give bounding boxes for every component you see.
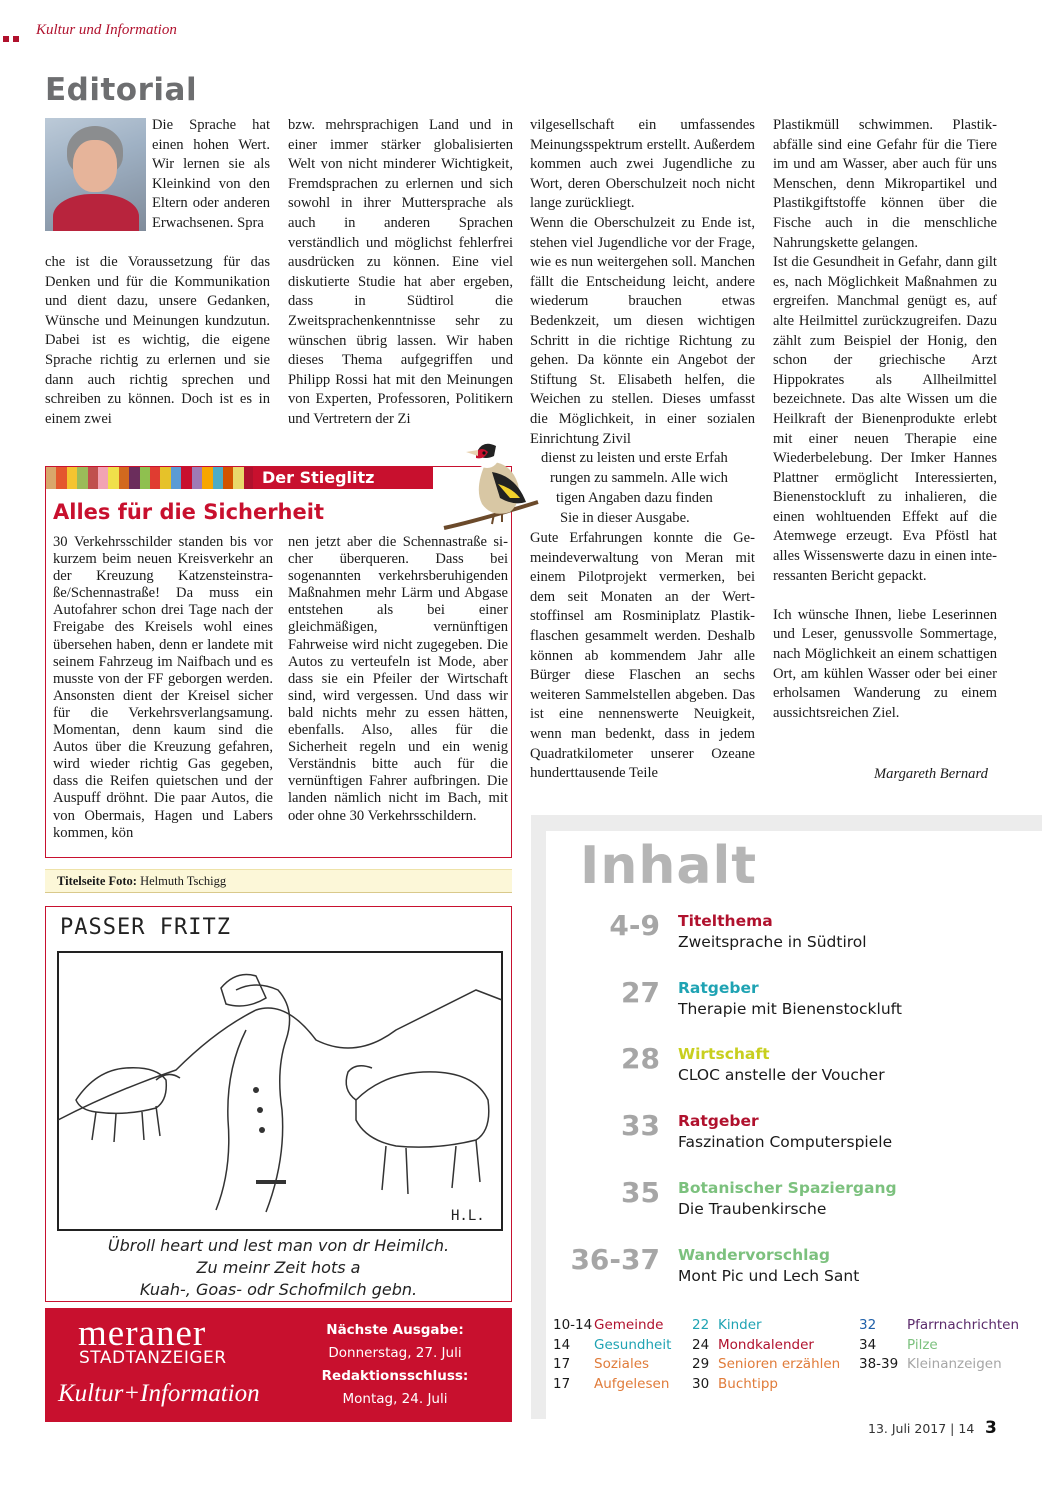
- stieglitz-label: Der Stieglitz: [253, 467, 433, 489]
- index-page: 34: [859, 1336, 877, 1353]
- index-page: 22: [692, 1317, 710, 1333]
- index-label: Mondkalender: [718, 1336, 814, 1353]
- index-label: Pilze: [907, 1336, 938, 1353]
- index-label: Gemeinde: [594, 1317, 664, 1333]
- deadline-date: Montag, 24. Juli: [342, 1391, 448, 1407]
- cover-photo-credit: [45, 869, 512, 893]
- stripe: [88, 467, 98, 489]
- stripe: [202, 467, 212, 489]
- section-label: Kultur und Information: [36, 22, 177, 38]
- toc-title: Mont Pic und Lech Sant: [678, 1267, 860, 1285]
- cartoon-caption-2: Zu meinr Zeit hots a: [196, 1258, 361, 1277]
- index-label: Soziales: [594, 1356, 650, 1372]
- masthead-name: meraner: [78, 1313, 207, 1354]
- credit-text: Helmuth Tschigg: [140, 874, 227, 888]
- editorial-col3-bottom: Gute Erfahrungen konnte die Gemeindeverwaltung von Meran mit einem Pilotprojekt vermerken, bei dem seit Monaten an der Wertstoffinsel am Rosminiplatz Plastikflaschen gesammelt werden. Deshalb können ab kommendem Jahr alle Bürger diese Flaschen an sechs weiteren Sammelstellen abgeben. Das ist eine nennenswerte Neuigkeit, wenn man bedenkt, dass in jedem Quadratkilometer unserer Ozeane hunderttausende Teile: [530, 530, 755, 782]
- stripe: [233, 467, 243, 489]
- toc-title: CLOC anstelle der Voucher: [678, 1066, 885, 1084]
- footer-date: 13. Juli 2017: [868, 1421, 947, 1436]
- toc-title: Therapie mit Bienenstockluft: [678, 1000, 902, 1018]
- stieglitz-col1: 30 Verkehrsschilder standen bis vor kurzem beim neuen Kreisverkehr an der Kreuzung Katzensteinstraße/Schennastraße! Da muss ein Autofahrer schon drei Tage nach der Freigabe des Kreisels wohl eines übersehen haben, denn er landete mit seinem Fahrzeug im Naifbach und es musste von der FF geborgen werden. Ansonsten dient der Kreisel sicher für die Verkehrsverlangsamung. Momentan, denn kaum sind die Autos über die Kreuzung gefahren, wird wieder richtig Gas gegeben, dass die Reifen quietschen und der Auspuff dröhnt. Die paar Autos, die von Obermais, Hagen und Labers kommen, kön: [53, 534, 273, 841]
- section-marker: [3, 27, 25, 35]
- stripe: [108, 467, 118, 489]
- toc-title: Die Traubenkirsche: [678, 1200, 827, 1218]
- stripe: [77, 467, 87, 489]
- stripe: [181, 467, 191, 489]
- toc-page-number: 4-9: [609, 909, 660, 942]
- editorial-col2: bzw. mehrsprachigen Land und in einer immer stärker globalisierten Welt von nicht minderer Wichtigkeit, Fremdsprachen zu erlernen und sich sowohl in ihrer Muttersprache als auch in anderen Sprachen verständlich und möglichst fehlerfrei ausdrücken zu können. Eine viel diskutierte Studie hat aber ergeben, dass in Südtirol die Zweitsprachenkenntnisse sehr zu wünschen übrig lassen. Wir haben dieses Thema aufgegriffen und Philipp Rossi hat mit den Meinungen von Experten, Professoren, Politikern und Vertretern der Zi: [288, 117, 513, 427]
- editorial-title: Editorial: [45, 72, 198, 108]
- stripe: [119, 467, 129, 489]
- editorial-col1: che ist die Voraussetzung für das Denken und für die Kommunikation und dient dazu, unsere Gedanken, Wünsche und Meinungen kundzutun. Dabei ist es wichtig, die eigene Sprache richtig zu erlernen und sie dann auch richtig sprechen und schreiben zu können. Doch ist es in einem zwei: [45, 254, 270, 427]
- masthead-subtitle: STADTANZEIGER: [79, 1348, 227, 1368]
- editorial-col3-top: vilgesellschaft ein umfassendes Meinungsspektrum erstellt. Außerdem kommen auch zwei Jugendliche zu Wort, deren Oberschulzeit noch nicht lange zurückliegt. Wenn die Oberschulzeit zu Ende ist, stehen viel Jugendliche vor der Frage, wie es nun weitergehen soll. Manchen fällt die Entscheidung leicht, andere wiederum brauchen etwas Bedenkzeit, um diesen wichtigen Schritt in die richtige Richtung zu gehen. Da könnte ein Angebot der Stiftung St. Elisabeth helfen, die Weichen zu stellen. Dieses umfasst die Möglichkeit, in einer sozialen Einrichtung Zivil: [530, 117, 755, 447]
- footer-issue: 14: [958, 1421, 975, 1436]
- index-label: Pfarrnachrichten: [907, 1317, 1020, 1333]
- next-issue-date: Donnerstag, 27. Juli: [328, 1345, 462, 1361]
- toc-category: Botanischer Spaziergang: [678, 1179, 897, 1197]
- stieglitz-col2: nen jetzt aber die Schennastraße sicher überqueren. Dass bei sogenannten verkehrsberuhigenden Maßnahmen mehr Lärm und Abgase entstehen als bei einer gleichmäßigen, vernünftigen Fahrweise wird nicht zugegeben. Die Autos zu verteufeln ist Mode, aber dass sie ein Pfeiler der Wirtschaft sind, wird vergessen. Und dass wir bald nichts mehr zu essen hätten, ebenfalls. Also, alles für die Sicherheit regeln und ein wenig Verständnis bitte auch für die vernünftigen Fahrer aufbringen. Die landen nämlich nicht im Bach, mit oder ohne 30 Verkehrsschildern.: [288, 534, 508, 824]
- index-label: Aufgelesen: [594, 1375, 670, 1392]
- index-label: Kleinanzeigen: [907, 1356, 1002, 1372]
- cartoon-drawing: [56, 950, 504, 1232]
- stripe: [213, 467, 223, 489]
- stripe: [67, 467, 77, 489]
- cartoon-caption-3: Kuah-, Goas- odr Schofmilch gebn.: [139, 1280, 418, 1299]
- index-page: 14: [553, 1336, 571, 1353]
- cartoon-caption-1: Übroll heart und lest man von dr Heimilch.: [107, 1236, 450, 1255]
- goldfinch-icon: [440, 432, 540, 532]
- index-page: 38-39: [859, 1356, 899, 1372]
- stripe: [46, 467, 56, 489]
- editorial-col3-wrap4: Sie in dieser Ausgabe.: [560, 510, 690, 526]
- deadline-label: Redaktionsschluss:: [321, 1368, 469, 1384]
- stripe: [223, 467, 233, 489]
- stripe: [98, 467, 108, 489]
- toc-page-number: 36-37: [570, 1243, 660, 1276]
- toc-page-number: 28: [621, 1042, 660, 1075]
- stripe: [129, 467, 139, 489]
- index-page: 24: [692, 1336, 710, 1353]
- stripe: [56, 467, 66, 489]
- stripe: [171, 467, 181, 489]
- toc-category: Ratgeber: [678, 979, 759, 997]
- editorial-col4: Plastikmüll schwimmen. Plastikabfälle sind eine Gefahr für die Tiere im und am Wasser, aber auch für uns Menschen, denn Mikropartikel und Plastikgiftstoffe können über die Fische auch in die menschliche Nahrungskette gelangen. Ist die Gesundheit in Gefahr, dann gilt es, nach Möglichkeit Maßnahmen zu ergreifen. Manchmal genügt es, auf alte Heilmittel zurückzugreifen. Dazu zählt zum Beispiel der Honig, den schon der griechische Arzt Hippokrates als Allheilmittel bezeichnete. Das alte Wissen um die Heilkraft der Bienenprodukte erlebt mit einer neuen Therapie eine Wiederbelebung. Der Imker Hannes Plattner ermöglicht Interessierten, Bienenstockluft zu inhalieren, die einen wohltuenden Effekt auf die Atemwege erzeugt. Eva Pföstl hat alles Wissenswerte dazu in einen interessanten Bericht gepackt. Ich wünsche Ihnen, liebe Leserinnen und Leser, genussvolle Sommertage, nach Möglichkeit an einem schattigen Ort, am kühlen Wasser oder bei einer erholsamen Wanderung zu einem aussichtsreichen Ziel.: [773, 117, 997, 721]
- editorial-col1-top: Die Sprache hat einen hohen Wert. Wir lernen sie als Kleinkind von den Eltern oder anderen Erwachsenen. Spra: [152, 117, 270, 231]
- color-stripes: [46, 467, 254, 489]
- masthead-kultur: Kultur+Information: [58, 1380, 260, 1407]
- cartoon-initials: H.L.: [451, 1208, 485, 1224]
- toc-category: Wandervorschlag: [678, 1246, 831, 1264]
- editorial-col3-wrap2: rungen zu sammeln. Alle wich: [550, 470, 728, 486]
- index-label: Senioren erzählen: [718, 1356, 841, 1372]
- index-page: 17: [553, 1356, 571, 1372]
- cartoon-title: PASSER FRITZ: [60, 915, 231, 940]
- index-page: 32: [859, 1317, 877, 1333]
- stieglitz-title: Alles für die Sicherheit: [53, 500, 324, 524]
- toc-category: Titelthema: [678, 912, 773, 930]
- toc-page-number: 27: [621, 976, 660, 1009]
- toc-title: Zweitsprache in Südtirol: [678, 933, 867, 951]
- index-label: Buchtipp: [718, 1375, 778, 1392]
- next-issue-label: Nächste Ausgabe:: [326, 1322, 464, 1338]
- editorial-col3-wrap3: tigen Angaben dazu finden: [556, 490, 713, 506]
- footer-info: 13. Juli 2017 | 14: [868, 1421, 975, 1436]
- toc-page-number: 35: [621, 1176, 660, 1209]
- index-page: 10-14: [553, 1317, 593, 1333]
- author-photo: [45, 118, 146, 231]
- toc-category: Ratgeber: [678, 1112, 759, 1130]
- editorial-signature: Margareth Bernard: [874, 766, 988, 782]
- toc-title: Faszination Computerspiele: [678, 1133, 893, 1151]
- stripe: [160, 467, 170, 489]
- inhalt-title: Inhalt: [580, 836, 758, 896]
- toc-page-number: 33: [621, 1109, 660, 1142]
- index-page: 30: [692, 1375, 710, 1392]
- index-label: Gesundheit: [594, 1336, 672, 1353]
- editorial-col3-wrap1: dienst zu leisten und erste Erfah: [541, 450, 728, 466]
- credit-label: Titelseite Foto:: [57, 874, 137, 888]
- stripe: [150, 467, 160, 489]
- index-page: 17: [553, 1375, 571, 1392]
- toc-category: Wirtschaft: [678, 1045, 770, 1063]
- page-number: 3: [985, 1418, 997, 1438]
- index-label: Kinder: [718, 1317, 762, 1333]
- stripe: [192, 467, 202, 489]
- stripe: [140, 467, 150, 489]
- index-page: 29: [692, 1356, 710, 1372]
